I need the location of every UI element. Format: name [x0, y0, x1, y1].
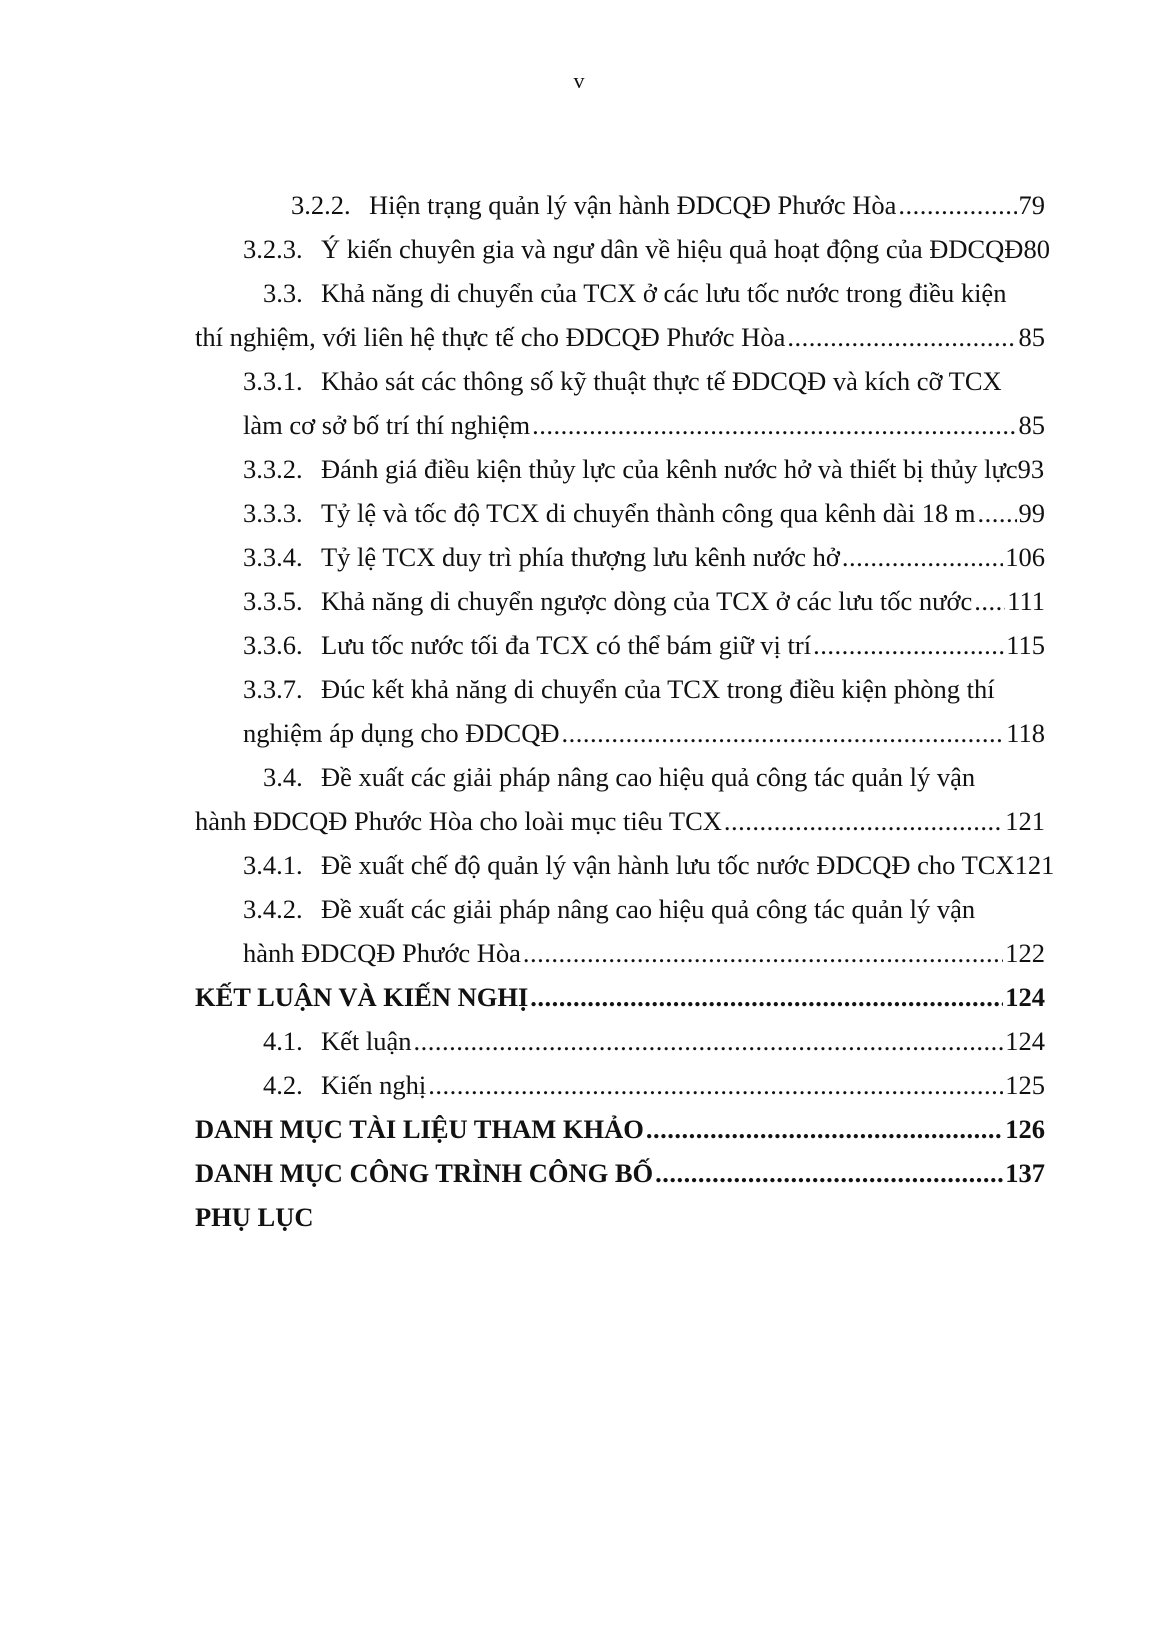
toc-page: 125 [1005, 1070, 1045, 1100]
toc-number: 3.3.7. [243, 674, 303, 704]
toc-page: 121 [1005, 806, 1045, 836]
toc-title-line1: Khảo sát các thông số kỹ thuật thực tế ĐDCQĐ và kích cỡ TCX [321, 366, 1002, 396]
toc-title-line1: Khả năng di chuyển của TCX ở các lưu tốc nước trong điều kiện [321, 278, 1007, 308]
toc-entry-3-3-7[interactable] [195, 667, 1045, 755]
toc-page: 126 [1005, 1114, 1045, 1144]
toc-entry-4-1[interactable] [195, 1019, 1045, 1063]
toc-page: 85 [1018, 322, 1045, 352]
table-of-contents [195, 183, 1055, 1239]
toc-title-line2: hành ĐDCQĐ Phước Hòa [243, 938, 521, 968]
toc-entry-references[interactable] [195, 1107, 1045, 1151]
toc-entry-3-4-2[interactable] [195, 887, 1045, 975]
toc-number: 3.2.3. [243, 234, 303, 264]
toc-number: 3.4.1. [243, 850, 303, 880]
toc-entry-3-3-4[interactable] [195, 535, 1045, 579]
toc-page: 80 [1023, 234, 1050, 264]
toc-number: 3.3.6. [243, 630, 303, 660]
toc-title: Tỷ lệ và tốc độ TCX di chuyển thành công qua kênh dài 18 m [321, 498, 976, 528]
toc-entry-4-2[interactable] [195, 1063, 1045, 1107]
toc-page: 111 [1007, 586, 1045, 616]
toc-title-line2: nghiệm áp dụng cho ĐDCQĐ [243, 718, 560, 748]
toc-number: 3.3. [263, 278, 303, 308]
toc-title: Tỷ lệ TCX duy trì phía thượng lưu kênh nước hở [321, 542, 840, 572]
toc-number: 4.1. [263, 1026, 303, 1056]
toc-entry-3-3-1[interactable] [195, 359, 1045, 447]
toc-entry-3-2-3[interactable] [195, 227, 1050, 271]
toc-number: 3.3.1. [243, 366, 303, 396]
toc-title-line1: Đúc kết khả năng di chuyển của TCX trong điều kiện phòng thí [321, 674, 995, 704]
toc-page: 124 [1005, 1026, 1045, 1056]
toc-page: 122 [1005, 938, 1045, 968]
toc-title-line2: làm cơ sở bố trí thí nghiệm [243, 410, 531, 440]
toc-entry-3-4-1[interactable] [195, 843, 1055, 887]
toc-number: 3.3.5. [243, 586, 303, 616]
toc-page: 93 [1017, 454, 1045, 484]
toc-title-line1: Đề xuất các giải pháp nâng cao hiệu quả công tác quản lý vận [321, 894, 976, 924]
toc-page: 99 [1018, 498, 1045, 528]
toc-number: 3.3.3. [243, 498, 303, 528]
toc-entry-3-2-2[interactable] [195, 183, 1045, 227]
toc-title: KẾT LUẬN VÀ KIẾN NGHỊ [195, 982, 529, 1012]
toc-entry-3-3-3[interactable] [195, 491, 1045, 535]
toc-title: DANH MỤC CÔNG TRÌNH CÔNG BỐ [195, 1158, 654, 1188]
toc-number: 3.4. [263, 762, 303, 792]
toc-title: Lưu tốc nước tối đa TCX có thể bám giữ vị trí [321, 630, 812, 660]
toc-title: Kết luận [321, 1026, 412, 1056]
toc-page: 137 [1005, 1158, 1045, 1188]
toc-entry-3-3[interactable] [195, 271, 1045, 359]
toc-entry-conclusion[interactable] [195, 975, 1045, 1019]
toc-page: 79 [1018, 190, 1045, 220]
toc-page: 85 [1018, 410, 1045, 440]
toc-page: 106 [1005, 542, 1045, 572]
toc-title: Hiện trạng quản lý vận hành ĐDCQĐ Phước Hòa [369, 190, 897, 220]
toc-entry-appendix[interactable] [195, 1195, 1045, 1239]
toc-number: 3.3.4. [243, 542, 303, 572]
toc-title: PHỤ LỤC [195, 1202, 314, 1232]
toc-title: Đề xuất chế độ quản lý vận hành lưu tốc nước ĐDCQĐ cho TCX [321, 850, 1015, 880]
toc-title-line1: Đề xuất các giải pháp nâng cao hiệu quả công tác quản lý vận [321, 762, 976, 792]
toc-entry-3-4[interactable] [195, 755, 1045, 843]
toc-title: DANH MỤC TÀI LIỆU THAM KHẢO [195, 1114, 644, 1144]
toc-number: 4.2. [263, 1070, 303, 1100]
toc-entry-publications[interactable] [195, 1151, 1045, 1195]
toc-title: Khả năng di chuyển ngược dòng của TCX ở các lưu tốc nước [321, 586, 973, 616]
toc-title-line2: hành ĐDCQĐ Phước Hòa cho loài mục tiêu TCX [195, 806, 722, 836]
toc-page: 118 [1006, 718, 1045, 748]
toc-page: 115 [1006, 630, 1045, 660]
toc-entry-3-3-2[interactable] [195, 447, 1045, 491]
toc-page: 124 [1005, 982, 1045, 1012]
page-number: v [573, 68, 585, 93]
toc-title: Đánh giá điều kiện thủy lực của kênh nước hở và thiết bị thủy lực [321, 454, 1018, 484]
toc-title-line2: thí nghiệm, với liên hệ thực tế cho ĐDCQĐ Phước Hòa [195, 322, 786, 352]
toc-number: 3.2.2. [291, 190, 351, 220]
toc-entry-3-3-5[interactable] [195, 579, 1045, 623]
toc-page: 121 [1014, 850, 1055, 880]
toc-entry-3-3-6[interactable] [195, 623, 1045, 667]
toc-title: Kiến nghị [321, 1070, 427, 1100]
toc-number: 3.4.2. [243, 894, 303, 924]
toc-number: 3.3.2. [243, 454, 303, 484]
toc-title: Ý kiến chuyên gia và ngư dân về hiệu quả hoạt động của ĐDCQĐ [321, 234, 1024, 264]
